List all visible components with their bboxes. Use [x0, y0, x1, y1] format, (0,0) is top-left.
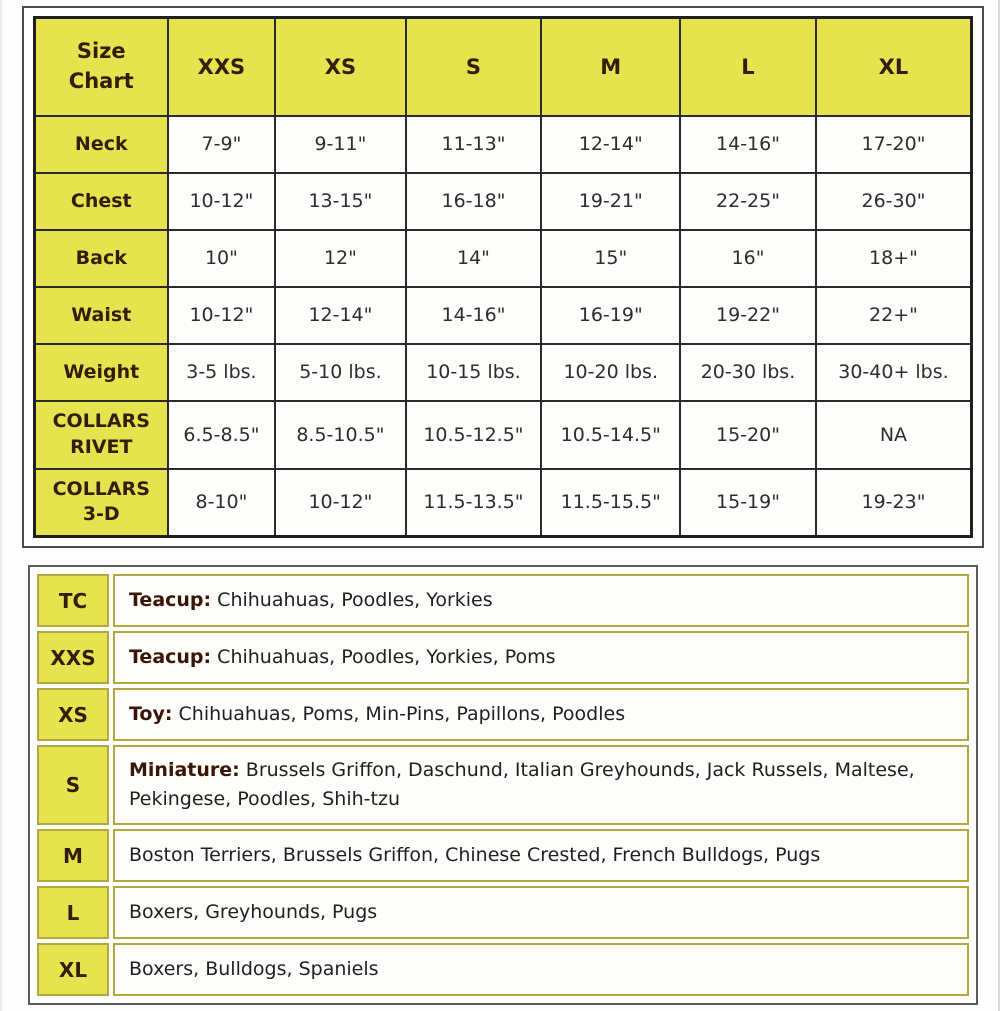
size-chart-frame	[22, 6, 984, 548]
waist-value: 10-12"	[168, 287, 276, 344]
breed-row-m	[37, 829, 969, 882]
waist-value: 16-19"	[541, 287, 680, 344]
back-value: 10"	[168, 230, 276, 287]
breed-description	[113, 829, 969, 882]
size-code-xl: XL	[37, 943, 109, 996]
back-value: 18+"	[816, 230, 972, 287]
breed-row-xxs	[37, 631, 969, 684]
weight-value: 3-5 lbs.	[168, 344, 276, 401]
breed-row-l	[37, 886, 969, 939]
back-value: 16"	[680, 230, 816, 287]
waist-value: 12-14"	[275, 287, 405, 344]
collars-rivet-value: 6.5-8.5"	[168, 401, 276, 469]
row-label-chest: Chest	[35, 173, 168, 230]
breed-guide-frame	[28, 565, 978, 1005]
breed-row-s	[37, 745, 969, 825]
waist-value: 14-16"	[406, 287, 542, 344]
size-chart-corner-cell	[35, 18, 168, 116]
breed-category-label: Toy:	[129, 702, 173, 725]
breed-list: Boxers, Bulldogs, Spaniels	[129, 957, 379, 980]
column-header-xxs: XXS	[168, 18, 276, 116]
breed-list: Chihuahuas, Poms, Min-Pins, Papillons, Poodles	[172, 702, 626, 725]
neck-value: 7-9"	[168, 116, 276, 173]
row-label-collars-3d: COLLARS 3-D	[35, 469, 168, 537]
neck-value: 11-13"	[406, 116, 542, 173]
row-label-collars-rivet: COLLARS RIVET	[35, 401, 168, 469]
back-value: 12"	[275, 230, 405, 287]
weight-value: 10-20 lbs.	[541, 344, 680, 401]
weight-value: 5-10 lbs.	[275, 344, 405, 401]
neck-value: 17-20"	[816, 116, 972, 173]
size-chart-title: Size Chart	[68, 39, 134, 93]
waist-value: 19-22"	[680, 287, 816, 344]
weight-value: 10-15 lbs.	[406, 344, 542, 401]
collars-rivet-value: NA	[816, 401, 972, 469]
weight-value: 30-40+ lbs.	[816, 344, 972, 401]
chest-value: 19-21"	[541, 173, 680, 230]
breed-description	[113, 631, 969, 684]
column-header-xl: XL	[816, 18, 972, 116]
size-chart-table	[33, 16, 973, 538]
collars-3d-value: 11.5-13.5"	[406, 469, 542, 537]
row-label-waist: Waist	[35, 287, 168, 344]
size-code-m: M	[37, 829, 109, 882]
breed-description	[113, 688, 969, 741]
size-code-xxs: XXS	[37, 631, 109, 684]
breed-list: Chihuahuas, Poodles, Yorkies, Poms	[211, 645, 556, 668]
table-row-neck	[35, 116, 972, 173]
breed-row-xl	[37, 943, 969, 996]
back-value: 15"	[541, 230, 680, 287]
collars-3d-value: 11.5-15.5"	[541, 469, 680, 537]
breed-category-label: Miniature:	[129, 758, 240, 781]
size-code-tc: TC	[37, 574, 109, 627]
size-code-xs: XS	[37, 688, 109, 741]
breed-list: Boxers, Greyhounds, Pugs	[129, 900, 378, 923]
table-row-back	[35, 230, 972, 287]
neck-value: 14-16"	[680, 116, 816, 173]
size-code-s: S	[37, 745, 109, 825]
chest-value: 10-12"	[168, 173, 276, 230]
neck-value: 12-14"	[541, 116, 680, 173]
size-code-l: L	[37, 886, 109, 939]
table-row-collars-rivet	[35, 401, 972, 469]
collars-rivet-value: 10.5-14.5"	[541, 401, 680, 469]
collars-3d-value: 8-10"	[168, 469, 276, 537]
collars-3d-value: 19-23"	[816, 469, 972, 537]
back-value: 14"	[406, 230, 542, 287]
table-row-weight	[35, 344, 972, 401]
column-header-l: L	[680, 18, 816, 116]
breed-guide-table	[33, 570, 973, 1000]
chest-value: 26-30"	[816, 173, 972, 230]
chest-value: 22-25"	[680, 173, 816, 230]
breed-description	[113, 943, 969, 996]
breed-list: Boston Terriers, Brussels Griffon, Chinese Crested, French Bulldogs, Pugs	[129, 843, 821, 866]
chest-value: 16-18"	[406, 173, 542, 230]
breed-row-tc	[37, 574, 969, 627]
chest-value: 13-15"	[275, 173, 405, 230]
collars-3d-value: 15-19"	[680, 469, 816, 537]
table-row-waist	[35, 287, 972, 344]
column-header-s: S	[406, 18, 542, 116]
breed-description	[113, 574, 969, 627]
breed-list: Brussels Griffon, Daschund, Italian Greyhounds, Jack Russels, Maltese, Pekingese, Poodles, Shih-tzu	[129, 758, 915, 810]
column-header-xs: XS	[275, 18, 405, 116]
breed-row-xs	[37, 688, 969, 741]
collars-rivet-value: 15-20"	[680, 401, 816, 469]
neck-value: 9-11"	[275, 116, 405, 173]
waist-value: 22+"	[816, 287, 972, 344]
breed-description	[113, 745, 969, 825]
weight-value: 20-30 lbs.	[680, 344, 816, 401]
collars-rivet-value: 10.5-12.5"	[406, 401, 542, 469]
breed-category-label: Teacup:	[129, 645, 212, 668]
collars-rivet-value: 8.5-10.5"	[275, 401, 405, 469]
row-label-back: Back	[35, 230, 168, 287]
breed-list: Chihuahuas, Poodles, Yorkies	[211, 588, 493, 611]
header-row	[35, 18, 972, 116]
table-row-chest	[35, 173, 972, 230]
collars-3d-value: 10-12"	[275, 469, 405, 537]
breed-description	[113, 886, 969, 939]
row-label-weight: Weight	[35, 344, 168, 401]
table-row-collars-3d	[35, 469, 972, 537]
column-header-m: M	[541, 18, 680, 116]
breed-category-label: Teacup:	[129, 588, 212, 611]
row-label-neck: Neck	[35, 116, 168, 173]
